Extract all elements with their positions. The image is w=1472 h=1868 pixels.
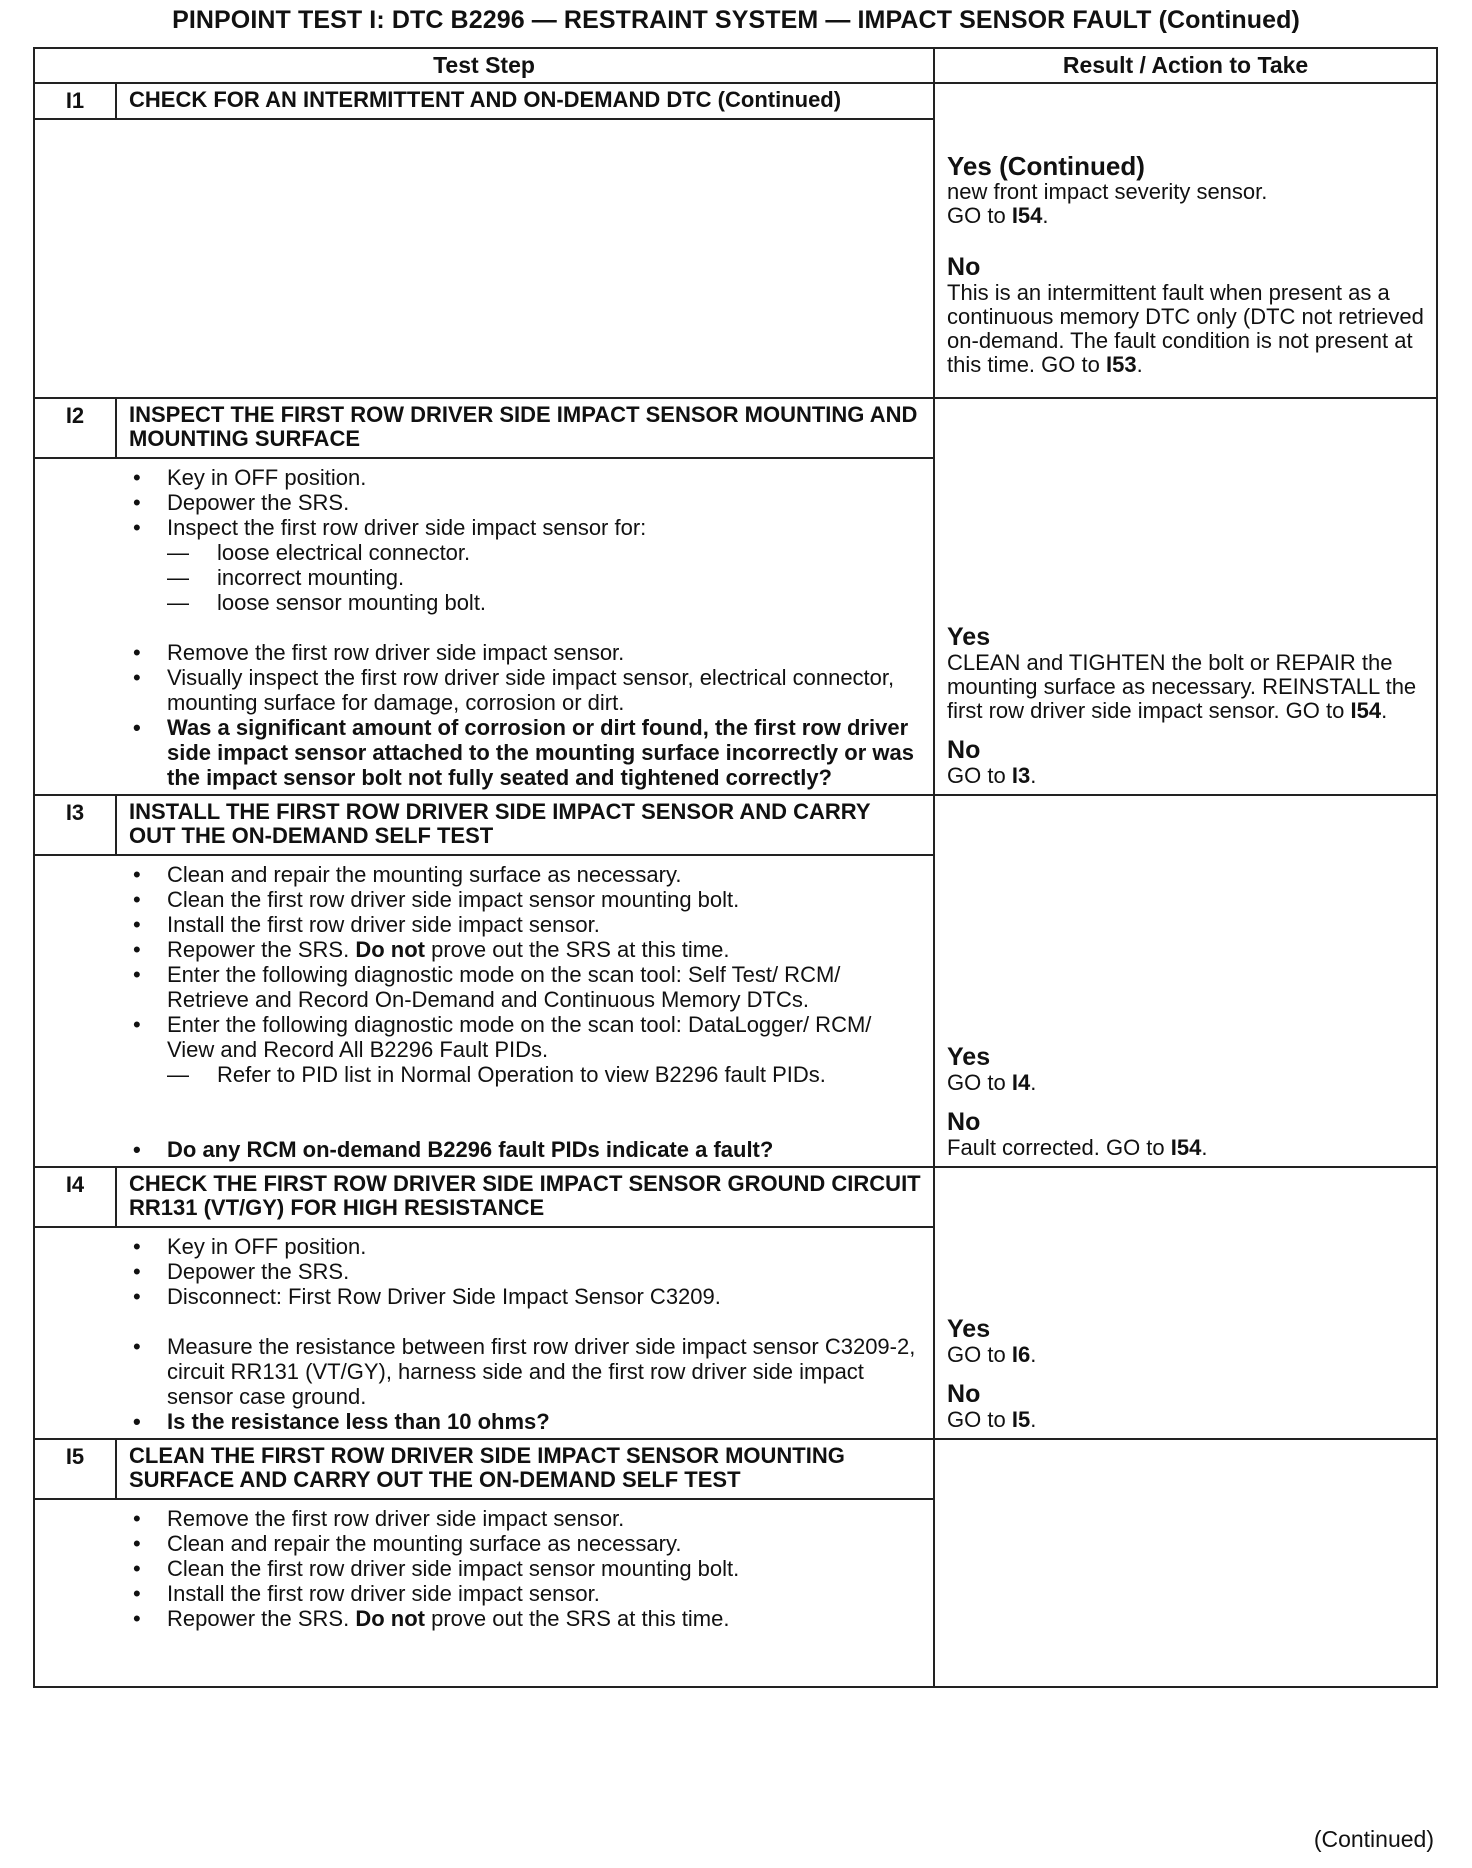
- no-text-body: GO to: [947, 1407, 1006, 1432]
- question-item: • Was a significant amount of corrosion or dirt found, the first row driver side impact sensor attached to the mounting surface incorrectly or was the impact sensor bolt not fully seated and tightened correctly?: [129, 715, 921, 790]
- goto-prefix: GO to: [947, 203, 1012, 228]
- instruction-list: [129, 1334, 921, 1434]
- no-label: No: [947, 1108, 981, 1136]
- goto-step-link: I54: [1170, 1135, 1202, 1160]
- list-item: • Depower the SRS.: [129, 1259, 921, 1284]
- no-text: GO to I5.: [947, 1407, 1037, 1432]
- step-body: [34, 855, 934, 1167]
- goto-step-link: I5: [1011, 1407, 1031, 1432]
- yes-text: new front impact severity sensor.: [947, 179, 1268, 204]
- step-row-i4: [34, 1167, 1437, 1227]
- result-cell: [934, 1167, 1437, 1439]
- list-item: • Clean and repair the mounting surface as necessary.: [129, 1531, 921, 1556]
- instruction-list: [129, 1137, 921, 1162]
- list-item: • Clean the first row driver side impact sensor mounting bolt.: [129, 1556, 921, 1581]
- instruction-list: [129, 465, 921, 615]
- empty-body: [34, 119, 934, 398]
- list-item: • Clean the first row driver side impact sensor mounting bolt.: [129, 887, 921, 912]
- question-item: • Is the resistance less than 10 ohms?: [129, 1409, 921, 1434]
- list-item: • Enter the following diagnostic mode on the scan tool: Self Test/ RCM/ Retrieve and Record On-Demand and Continuous Memory DTCs.: [129, 962, 921, 1012]
- instruction-list: [129, 640, 921, 790]
- step-body: [34, 458, 934, 795]
- step-heading: INSTALL THE FIRST ROW DRIVER SIDE IMPACT SENSOR AND CARRY OUT THE ON-DEMAND SELF TEST: [116, 795, 934, 855]
- no-label: No: [947, 253, 981, 281]
- yes-text-body: CLEAN and TIGHTEN the bolt or REPAIR the mounting surface as necessary. REINSTALL the first row driver side impact sensor. GO to: [947, 650, 1417, 723]
- step-id: I2: [34, 398, 116, 458]
- step-body: [34, 1499, 934, 1687]
- step-id: I3: [34, 795, 116, 855]
- sub-list-item: — incorrect mounting.: [129, 565, 921, 590]
- result-cell: [934, 83, 1437, 398]
- step-heading: INSPECT THE FIRST ROW DRIVER SIDE IMPACT SENSOR MOUNTING AND MOUNTING SURFACE: [116, 398, 934, 458]
- step-row-i2: [34, 398, 1437, 458]
- instruction-list: [129, 1234, 921, 1309]
- question-item: • Do any RCM on-demand B2296 fault PIDs indicate a fault?: [129, 1137, 921, 1162]
- list-item: • Repower the SRS. Do not prove out the SRS at this time.: [129, 1606, 921, 1631]
- yes-label: Yes: [947, 1315, 991, 1343]
- step-row-i5: [34, 1439, 1437, 1499]
- goto-step-link: I4: [1011, 1070, 1031, 1095]
- step-heading: CLEAN THE FIRST ROW DRIVER SIDE IMPACT SENSOR MOUNTING SURFACE AND CARRY OUT THE ON-DEMAND SELF TEST: [116, 1439, 934, 1499]
- sub-list-item: — loose electrical connector.: [129, 540, 921, 565]
- yes-text: GO to I4.: [947, 1070, 1037, 1095]
- sub-list-item: — Refer to PID list in Normal Operation to view B2296 fault PIDs.: [129, 1062, 921, 1087]
- step-row-i3: [34, 795, 1437, 855]
- list-item: • Remove the first row driver side impact sensor.: [129, 1506, 921, 1531]
- yes-goto-line: GO to I54.: [947, 203, 1049, 228]
- table-header-row: [34, 48, 1437, 83]
- yes-text-body: GO to: [947, 1070, 1006, 1095]
- step-heading: CHECK FOR AN INTERMITTENT AND ON-DEMAND DTC (Continued): [116, 83, 934, 119]
- list-item: • Install the first row driver side impact sensor.: [129, 912, 921, 937]
- continued-footer: (Continued): [1313, 1826, 1434, 1852]
- no-text: Fault corrected. GO to I54.: [947, 1135, 1208, 1160]
- list-item: • Measure the resistance between first row driver side impact sensor C3209-2, circuit RR131 (VT/GY), harness side and the first row driver side impact sensor case ground.: [129, 1334, 921, 1409]
- goto-step-link: I54: [1350, 698, 1382, 723]
- goto-step-link: I54: [1011, 203, 1043, 228]
- no-text: This is an intermittent fault when present as a continuous memory DTC only (DTC not retrieved on-demand. The fault condition is not present at this time. GO to I53.: [947, 280, 1424, 377]
- step-id: I1: [34, 83, 116, 119]
- result-cell: [934, 795, 1437, 1167]
- yes-label: Yes: [947, 623, 991, 651]
- instruction-list: [129, 862, 921, 1087]
- list-item: • Key in OFF position.: [129, 465, 921, 490]
- header-test-step: Test Step: [34, 48, 934, 83]
- list-item: • Repower the SRS. Do not prove out the SRS at this time.: [129, 937, 921, 962]
- yes-text-body: GO to: [947, 1342, 1006, 1367]
- result-cell: [934, 398, 1437, 795]
- no-label: No: [947, 736, 981, 764]
- no-text-body: GO to: [947, 763, 1006, 788]
- step-id: I4: [34, 1167, 116, 1227]
- list-item: • Visually inspect the first row driver side impact sensor, electrical connector, mounting surface for damage, corrosion or dirt.: [129, 665, 921, 715]
- yes-label: Yes: [947, 1043, 991, 1071]
- instruction-list: [129, 1506, 921, 1631]
- list-item: • Install the first row driver side impact sensor.: [129, 1581, 921, 1606]
- goto-step-link: I3: [1011, 763, 1031, 788]
- step-heading: CHECK THE FIRST ROW DRIVER SIDE IMPACT SENSOR GROUND CIRCUIT RR131 (VT/GY) FOR HIGH RESISTANCE: [116, 1167, 934, 1227]
- no-label: No: [947, 1380, 981, 1408]
- header-result: Result / Action to Take: [934, 48, 1437, 83]
- yes-text: GO to I6.: [947, 1342, 1037, 1367]
- step-row-i1: [34, 83, 1437, 119]
- goto-step-link: I53: [1105, 352, 1137, 377]
- page-title: PINPOINT TEST I: DTC B2296 — RESTRAINT SYSTEM — IMPACT SENSOR FAULT (Continued): [172, 6, 1300, 34]
- no-text-body: Fault corrected. GO to: [947, 1135, 1165, 1160]
- no-text-body: This is an intermittent fault when present as a continuous memory DTC only (DTC not retrieved on-demand. The fault condition is not present at this time. GO to: [947, 280, 1424, 377]
- pinpoint-test-table: [33, 47, 1438, 1688]
- list-item: • Disconnect: First Row Driver Side Impact Sensor C3209.: [129, 1284, 921, 1309]
- yes-label: Yes (Continued): [947, 151, 1145, 181]
- no-text: GO to I3.: [947, 763, 1037, 788]
- list-item: • Remove the first row driver side impact sensor.: [129, 640, 921, 665]
- list-item: • Enter the following diagnostic mode on the scan tool: DataLogger/ RCM/ View and Record All B2296 Fault PIDs.: [129, 1012, 921, 1062]
- step-body: [34, 1227, 934, 1439]
- list-item: • Depower the SRS.: [129, 490, 921, 515]
- list-item: • Inspect the first row driver side impact sensor for:: [129, 515, 921, 540]
- result-cell: [934, 1439, 1437, 1687]
- list-item: • Clean and repair the mounting surface as necessary.: [129, 862, 921, 887]
- step-id: I5: [34, 1439, 116, 1499]
- list-item: • Key in OFF position.: [129, 1234, 921, 1259]
- yes-text: CLEAN and TIGHTEN the bolt or REPAIR the mounting surface as necessary. REINSTALL the first row driver side impact sensor. GO to I54.: [947, 650, 1417, 723]
- sub-list-item: — loose sensor mounting bolt.: [129, 590, 921, 615]
- goto-step-link: I6: [1011, 1342, 1031, 1367]
